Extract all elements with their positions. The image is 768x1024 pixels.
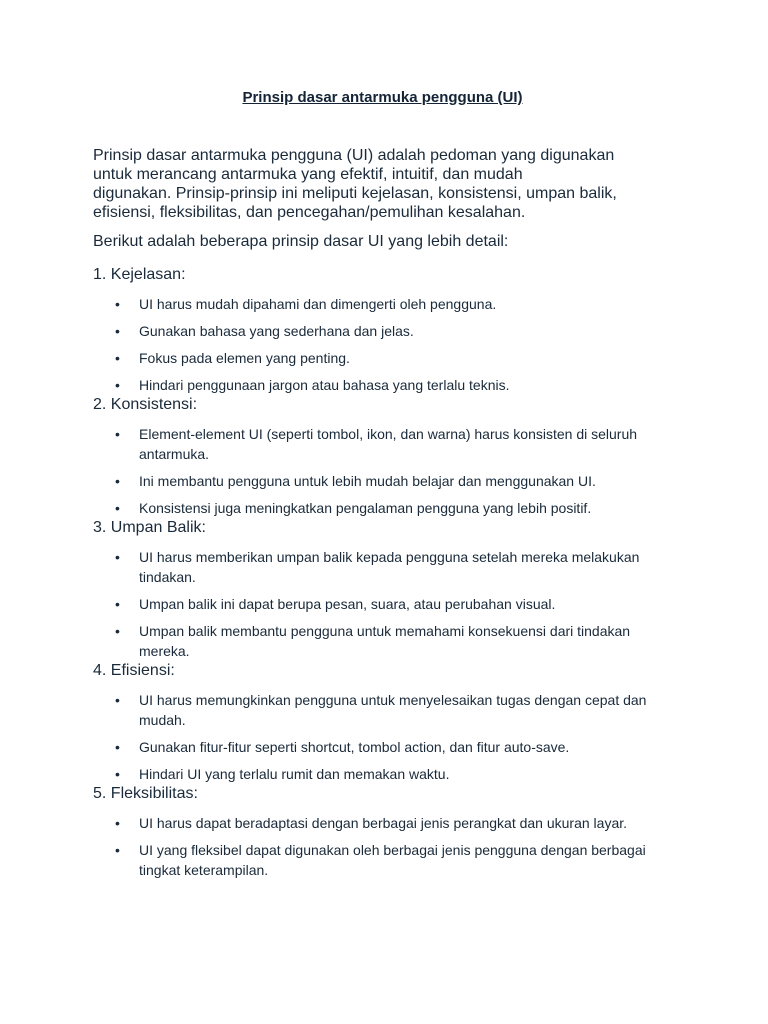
- bullet-list: [93, 424, 672, 518]
- list-item: [115, 471, 672, 491]
- list-item-text: UI harus dapat beradaptasi dengan berbagai jenis perangkat dan ukuran layar.: [139, 815, 628, 831]
- list-item-text: UI harus mudah dipahami dan dimengerti oleh pengguna.: [139, 296, 497, 312]
- bullet-icon: •: [115, 766, 120, 782]
- list-item-text: Ini membantu pengguna untuk lebih mudah belajar dan menggunakan UI.: [139, 473, 596, 489]
- list-item: [115, 737, 672, 757]
- list-item: [115, 294, 672, 314]
- list-item-text: Gunakan fitur-fitur seperti shortcut, tombol action, dan fitur auto-save.: [139, 739, 570, 755]
- list-item: [115, 498, 672, 518]
- bullet-icon: •: [115, 549, 120, 565]
- section-efisiensi: [93, 661, 672, 784]
- list-item-text: Umpan balik ini dapat berupa pesan, suara, atau perubahan visual.: [139, 596, 556, 612]
- intro-paragraph: [93, 146, 672, 222]
- intro-line: untuk merancang antarmuka yang efektif, intuitif, dan mudah: [93, 166, 523, 183]
- section-heading: 3. Umpan Balik:: [93, 519, 206, 536]
- bullet-icon: •: [115, 323, 120, 339]
- list-item-text: UI harus memungkinkan pengguna untuk menyelesaikan tugas dengan cepat dan mudah.: [139, 692, 647, 728]
- section-kejelasan: [93, 265, 672, 395]
- intro-line: efisiensi, fleksibilitas, dan pencegahan/pemulihan kesalahan.: [93, 204, 526, 221]
- bullet-list: [93, 547, 672, 661]
- list-item-text: Hindari penggunaan jargon atau bahasa yang terlalu teknis.: [139, 377, 510, 393]
- list-item: [115, 621, 672, 661]
- list-item-text: Hindari UI yang terlalu rumit dan memakan waktu.: [139, 766, 450, 782]
- list-item: [115, 321, 672, 341]
- list-item: [115, 348, 672, 368]
- list-item: [115, 375, 672, 395]
- bullet-list: [93, 690, 672, 784]
- bullet-list: [93, 294, 672, 395]
- bullet-icon: •: [115, 623, 120, 639]
- list-item-text: UI harus memberikan umpan balik kepada pengguna setelah mereka melakukan tindakan.: [139, 549, 640, 585]
- list-item: [115, 547, 672, 587]
- section-heading: 1. Kejelasan:: [93, 266, 186, 283]
- section-fleksibilitas: [93, 784, 672, 880]
- list-item-text: Konsistensi juga meningkatkan pengalaman pengguna yang lebih positif.: [139, 500, 592, 516]
- list-item: [115, 840, 672, 880]
- list-item-text: Fokus pada elemen yang penting.: [139, 350, 350, 366]
- bullet-icon: •: [115, 596, 120, 612]
- list-item-text: Element-element UI (seperti tombol, ikon, dan warna) harus konsisten di seluruh antarmuka.: [139, 426, 638, 462]
- section-umpan-balik: [93, 518, 672, 661]
- section-heading: 2. Konsistensi:: [93, 396, 198, 413]
- bullet-icon: •: [115, 350, 120, 366]
- list-item: [115, 813, 672, 833]
- bullet-icon: •: [115, 815, 120, 831]
- lead-paragraph: Berikut adalah beberapa prinsip dasar UI yang lebih detail:: [93, 233, 509, 250]
- bullet-icon: •: [115, 739, 120, 755]
- section-konsistensi: [93, 395, 672, 518]
- intro-line: digunakan. Prinsip-prinsip ini meliputi kejelasan, konsistensi, umpan balik,: [93, 185, 617, 202]
- list-item-text: Gunakan bahasa yang sederhana dan jelas.: [139, 323, 414, 339]
- list-item: [115, 690, 672, 730]
- list-item-text: UI yang fleksibel dapat digunakan oleh berbagai jenis pengguna dengan berbagai tingkat keterampilan.: [139, 842, 646, 878]
- bullet-icon: •: [115, 296, 120, 312]
- bullet-icon: •: [115, 426, 120, 442]
- bullet-icon: •: [115, 377, 120, 393]
- bullet-icon: •: [115, 692, 120, 708]
- bullet-list: [93, 813, 672, 880]
- document-title: Prinsip dasar antarmuka pengguna (UI): [242, 89, 523, 106]
- bullet-icon: •: [115, 473, 120, 489]
- bullet-icon: •: [115, 500, 120, 516]
- list-item: [115, 424, 672, 464]
- section-heading: 5. Fleksibilitas:: [93, 785, 198, 802]
- section-heading: 4. Efisiensi:: [93, 662, 175, 679]
- list-item: [115, 594, 672, 614]
- intro-line: Prinsip dasar antarmuka pengguna (UI) adalah pedoman yang digunakan: [93, 147, 615, 164]
- list-item-text: Umpan balik membantu pengguna untuk memahami konsekuensi dari tindakan mereka.: [139, 623, 631, 659]
- bullet-icon: •: [115, 842, 120, 858]
- list-item: [115, 764, 672, 784]
